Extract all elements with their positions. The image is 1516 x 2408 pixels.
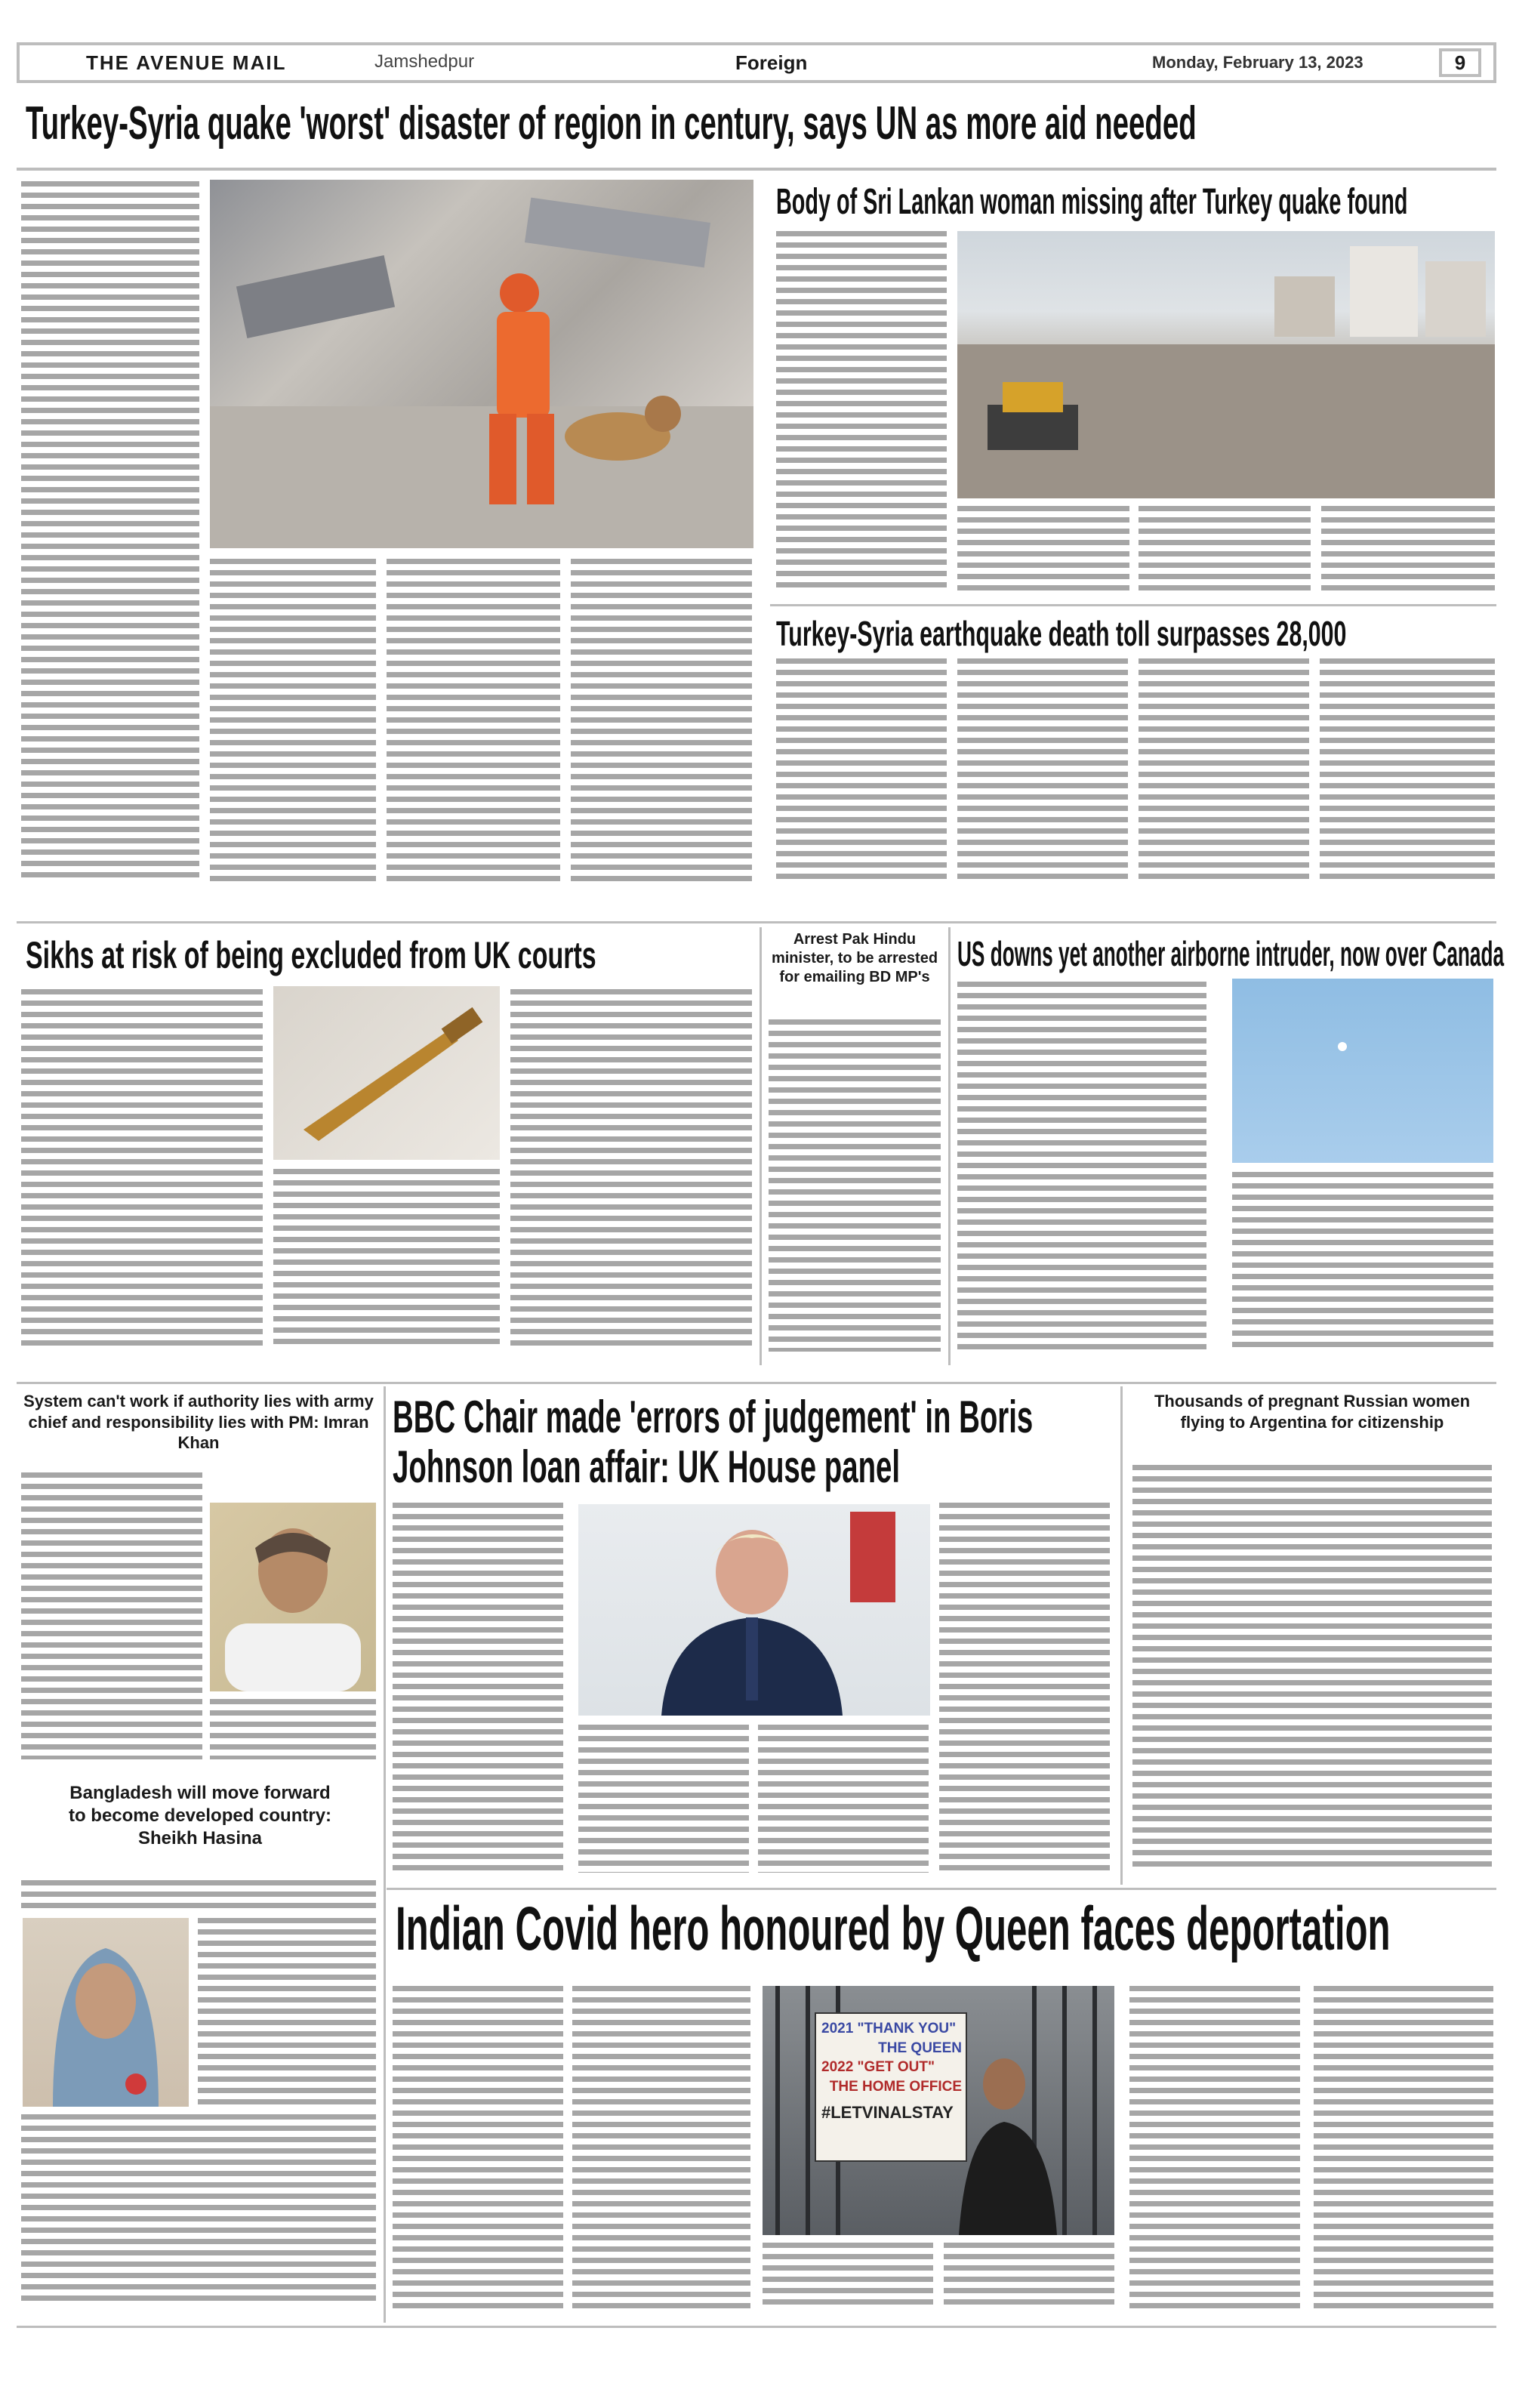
placard-line: 2022 "GET OUT" <box>821 2059 935 2076</box>
person-portrait-icon <box>210 1503 376 1691</box>
main-headline: Turkey-Syria quake 'worst' disaster of region in century, says UN as more aid needed <box>26 97 1197 150</box>
article-body <box>957 658 1128 885</box>
issue-date: Monday, February 13, 2023 <box>1152 53 1363 72</box>
dagger-icon <box>273 986 500 1160</box>
sheikh-hasina-photo <box>23 1918 189 2107</box>
publication-city: Jamshedpur <box>374 51 475 72</box>
rescue-photo <box>210 180 753 548</box>
section-name: Foreign <box>735 51 808 74</box>
article-body <box>273 1169 500 1350</box>
imran-headline: System can't work if authority lies with army chief and responsibility lies with PM: Imran Khan <box>23 1392 374 1452</box>
divider <box>387 1888 1496 1890</box>
us-object-headline: US downs yet another airborne intruder, now over Canada <box>957 934 1505 973</box>
article-body <box>944 2243 1114 2311</box>
divider <box>17 168 1496 171</box>
article-body <box>957 506 1129 597</box>
covid-hero-headline: Indian Covid hero honoured by Queen faces deportation <box>396 1895 1391 1963</box>
article-body <box>776 231 947 594</box>
article-body <box>393 1986 563 2311</box>
earthquake-rubble-photo <box>957 231 1495 498</box>
article-body <box>21 989 263 1352</box>
article-body <box>510 989 752 1352</box>
placard-text <box>821 2019 962 2123</box>
article-body <box>758 1725 929 1873</box>
article-body <box>769 1019 941 1352</box>
imran-khan-photo <box>210 1503 376 1691</box>
person-portrait-icon <box>578 1504 930 1716</box>
article-body <box>939 1503 1110 1873</box>
page-number: 9 <box>1439 48 1481 77</box>
article-body <box>393 1503 563 1873</box>
masthead <box>17 42 1496 83</box>
divider <box>384 1386 386 2323</box>
article-body <box>210 1699 376 1759</box>
placard-line: 2021 "THANK YOU" <box>821 2021 957 2036</box>
object-dot-icon <box>1232 979 1493 1163</box>
placard-line: THE HOME OFFICE <box>829 2078 962 2095</box>
pak-hindu-headline: Arrest Pak Hindu minister, to be arrested for emailing BD MP's <box>771 931 938 985</box>
article-body <box>387 559 560 883</box>
divider <box>760 927 762 1365</box>
divider <box>17 2326 1496 2328</box>
article-body <box>1139 658 1309 885</box>
hasina-headline: Bangladesh will move forward to become developed country: Sheikh Hasina <box>68 1783 332 1848</box>
death-toll-headline: Turkey-Syria earthquake death toll surpasses 28,000 <box>776 614 1347 653</box>
placard-line: THE QUEEN <box>878 2040 962 2056</box>
divider <box>17 1382 1496 1384</box>
article-body <box>1132 1465 1492 1873</box>
sky-object-photo <box>1232 979 1493 1163</box>
article-body <box>21 181 199 883</box>
article-body <box>210 559 376 883</box>
russian-women-headline: Thousands of pregnant Russian women flying to Argentina for citizenship <box>1154 1392 1471 1432</box>
article-body <box>572 1986 750 2311</box>
article-body <box>578 1725 749 1873</box>
article-body <box>1232 1172 1493 1352</box>
person-portrait-icon <box>23 1918 189 2107</box>
sikhs-headline: Sikhs at risk of being excluded from UK courts <box>26 934 596 976</box>
article-body <box>1314 1986 1493 2311</box>
article-body <box>198 1918 376 2107</box>
article-body <box>1129 1986 1300 2311</box>
boris-johnson-photo <box>578 1504 930 1716</box>
protest-photo <box>763 1986 1114 2235</box>
article-body <box>957 982 1206 1352</box>
publication-name: THE AVENUE MAIL <box>86 51 287 74</box>
rescue-scene-icon <box>210 180 753 548</box>
divider <box>1120 1386 1123 1885</box>
article-body <box>1320 658 1495 885</box>
article-body <box>1321 506 1495 597</box>
divider <box>770 604 1496 606</box>
bbc-headline-line1: BBC Chair made 'errors of judgement' in Boris Johnson loan affair: UK House panel <box>393 1392 1034 1492</box>
article-body <box>776 658 947 885</box>
article-body <box>763 2243 933 2311</box>
article-body <box>21 2114 376 2303</box>
sri-lanka-headline: Body of Sri Lankan woman missing after Turkey quake found <box>776 182 1408 222</box>
article-body <box>571 559 752 883</box>
kirpan-photo <box>273 986 500 1160</box>
article-body <box>21 1880 376 1910</box>
article-body <box>1139 506 1311 597</box>
city-rubble-icon <box>957 231 1495 498</box>
divider <box>948 927 951 1365</box>
article-body <box>21 1472 202 1759</box>
divider <box>17 921 1496 923</box>
placard-line: #LETVINALSTAY <box>821 2102 954 2122</box>
